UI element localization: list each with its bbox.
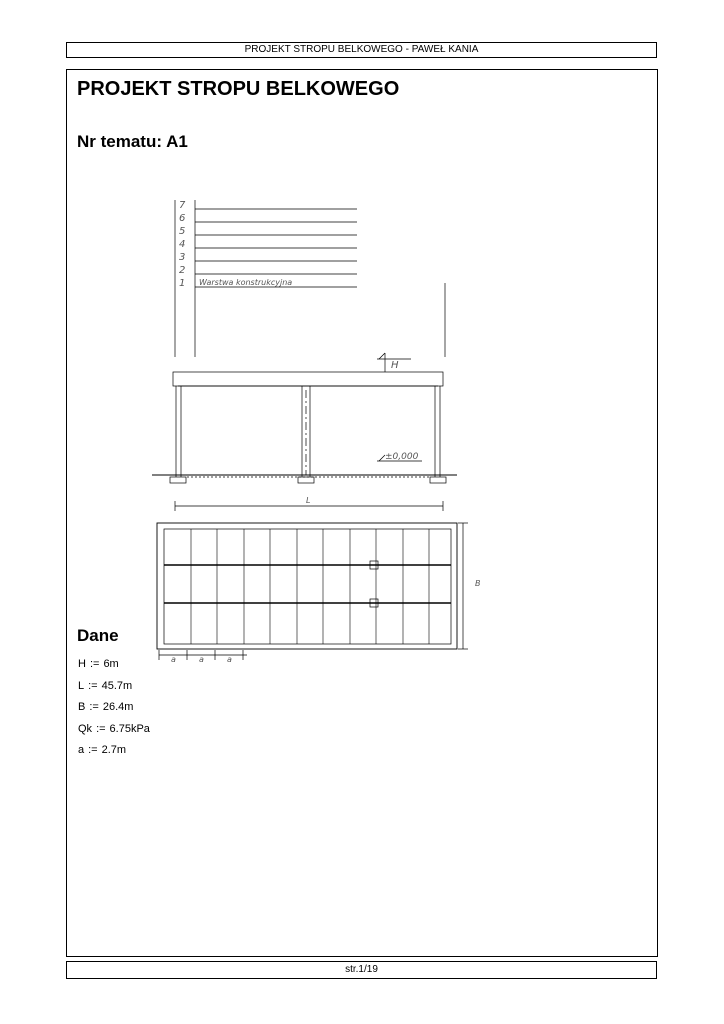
- parameter-operator: :=: [89, 701, 99, 713]
- parameter-symbol: B: [78, 701, 86, 713]
- parameter-symbol: L: [78, 679, 85, 692]
- parameter-operator: :=: [96, 722, 106, 735]
- length-label: L: [306, 496, 311, 505]
- layer-number: 7: [179, 200, 186, 211]
- parameter-item: [78, 701, 150, 723]
- spacing-label: a: [171, 655, 176, 664]
- structural-drawing: [147, 195, 487, 664]
- slab: [173, 372, 443, 386]
- layer-number: 4: [179, 239, 186, 250]
- parameter-value: 6m: [103, 658, 119, 670]
- layer-number: 5: [179, 226, 186, 237]
- parameter-symbol: Qk: [78, 722, 93, 735]
- parameter-symbol: H: [78, 658, 86, 670]
- page-footer: [66, 961, 657, 979]
- section-title-dane: Dane: [77, 626, 119, 645]
- floor-plan: [157, 523, 457, 649]
- height-label: H: [391, 360, 399, 371]
- layer-number: 3: [179, 252, 186, 263]
- level-label: ±0,000: [385, 452, 419, 462]
- page-header: [66, 42, 657, 58]
- parameter-symbol: a: [78, 744, 85, 756]
- document-title: PROJEKT STROPU BELKOWEGO: [77, 78, 400, 100]
- parameter-item: [78, 658, 150, 680]
- layer-number: 6: [179, 213, 186, 224]
- parameter-item: [78, 744, 150, 766]
- parameter-operator: :=: [88, 744, 98, 756]
- spacing-label: a: [199, 655, 204, 664]
- layer-number: 2: [179, 265, 186, 276]
- layer-number: 1: [179, 278, 186, 289]
- topic-number: Nr tematu: A1: [77, 132, 188, 151]
- parameter-item: [78, 680, 150, 702]
- parameter-value: 45.7m: [101, 679, 133, 692]
- parameter-value: 6.75kPa: [109, 722, 150, 735]
- parameter-value: 2.7m: [101, 744, 127, 756]
- parameter-operator: :=: [89, 658, 100, 670]
- spacing-label: a: [227, 655, 232, 664]
- parameter-list: [78, 658, 150, 766]
- page-content: [66, 69, 658, 957]
- parameter-item: [78, 723, 150, 745]
- header-text: PROJEKT STROPU BELKOWEGO - PAWEŁ KANIA: [244, 44, 479, 55]
- page-number: str.1/19: [345, 964, 378, 975]
- width-label: B: [475, 579, 481, 588]
- parameter-operator: :=: [88, 679, 98, 692]
- layer-1-label: Warstwa konstrukcyjna: [199, 278, 293, 287]
- parameter-value: 26.4m: [102, 701, 134, 713]
